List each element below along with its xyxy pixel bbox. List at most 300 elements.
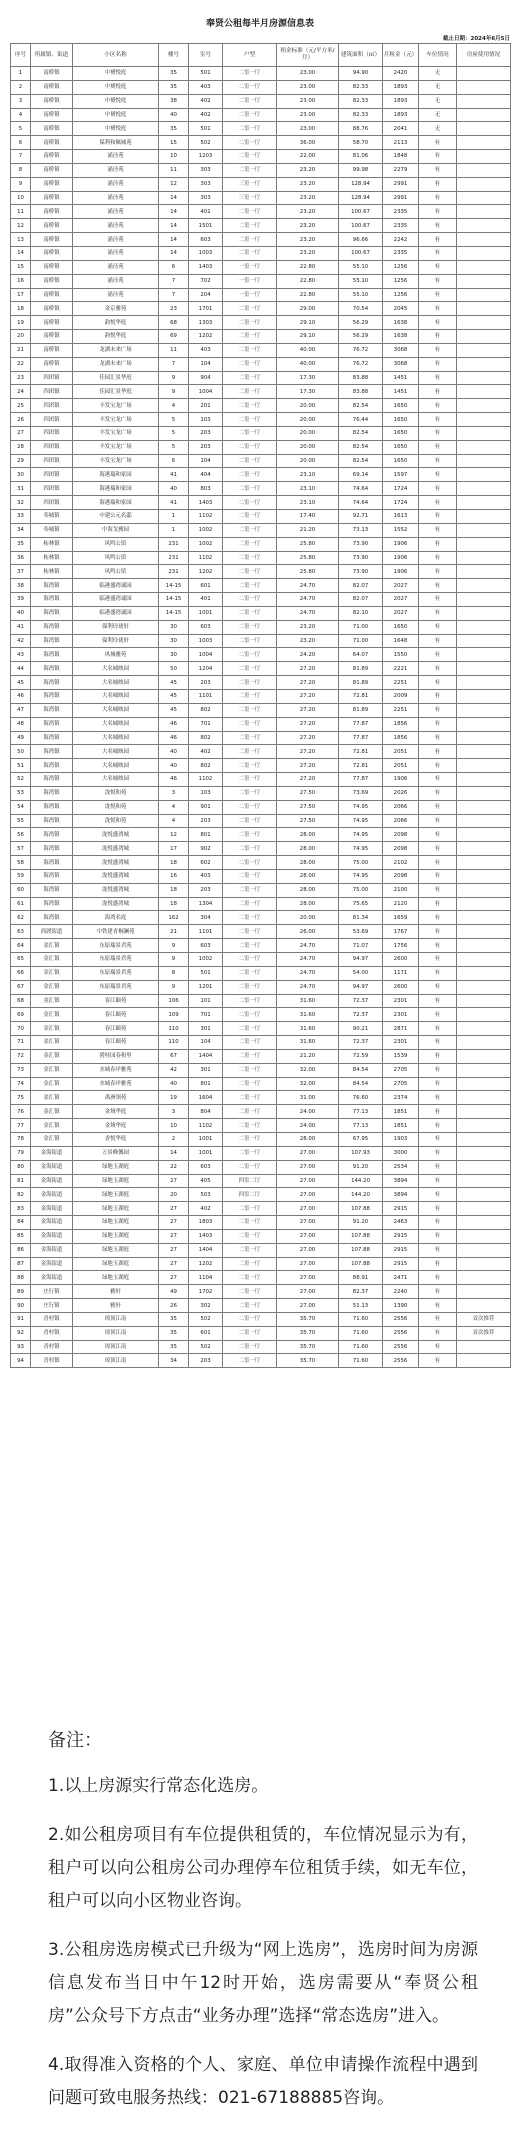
table-cell: 泷悦和苑 <box>73 786 159 800</box>
table-cell: 77.13 <box>339 1105 383 1119</box>
table-cell <box>457 150 511 164</box>
table-cell <box>457 828 511 842</box>
table-cell: 二室一厅 <box>223 994 277 1008</box>
table-cell: 402 <box>189 1202 223 1216</box>
table-cell: 二室一厅 <box>223 108 277 122</box>
table-cell <box>457 136 511 150</box>
table-row <box>11 828 511 842</box>
table-cell: 二室一厅 <box>223 246 277 260</box>
table-cell: 2915 <box>383 1202 419 1216</box>
table-cell: 40 <box>159 108 189 122</box>
table-cell: 1893 <box>383 108 419 122</box>
table-cell <box>457 814 511 828</box>
table-cell <box>457 330 511 344</box>
table-cell: 35.70 <box>277 1340 339 1354</box>
table-cell: 72.81 <box>339 689 383 703</box>
table-cell: 有 <box>419 1340 457 1354</box>
table-cell: 有 <box>419 1326 457 1340</box>
table-cell: 61 <box>11 897 31 911</box>
table-cell: 南桥镇 <box>31 205 73 219</box>
table-cell: 1202 <box>189 565 223 579</box>
table-cell: 74 <box>11 1077 31 1091</box>
table-cell: 20.00 <box>277 426 339 440</box>
table-cell: 柘林镇 <box>31 537 73 551</box>
table-cell: 403 <box>189 80 223 94</box>
table-cell: 12 <box>11 219 31 233</box>
table-cell <box>457 454 511 468</box>
table-cell: 45 <box>159 676 189 690</box>
table-cell <box>457 1340 511 1354</box>
table-cell: 大名城映园 <box>73 731 159 745</box>
table-cell: 32 <box>11 496 31 510</box>
table-cell: 87 <box>11 1257 31 1271</box>
table-cell: 1404 <box>189 1243 223 1257</box>
table-cell: 临港盛湾诚园 <box>73 579 159 593</box>
table-cell: 有 <box>419 939 457 953</box>
table-cell: 二室一厅 <box>223 1119 277 1133</box>
table-cell: 有 <box>419 343 457 357</box>
table-cell: 金汇镇 <box>31 953 73 967</box>
column-header: 月租金（元） <box>383 44 419 67</box>
table-cell: 41 <box>11 620 31 634</box>
table-cell: 101 <box>189 994 223 1008</box>
table-cell: 20 <box>159 1188 189 1202</box>
table-cell: 东原瑞景君苑 <box>73 953 159 967</box>
table-cell: 佳园汇景华庭 <box>73 385 159 399</box>
table-row <box>11 925 511 939</box>
table-cell: 2335 <box>383 205 419 219</box>
table-cell: 14 <box>159 191 189 205</box>
table-cell: 春江颐苑 <box>73 1036 159 1050</box>
table-cell: 二室一厅 <box>223 482 277 496</box>
table-cell: 二室一厅 <box>223 869 277 883</box>
table-cell: 55.10 <box>339 288 383 302</box>
table-cell: 一室一厅 <box>223 260 277 274</box>
table-cell: 76 <box>11 1105 31 1119</box>
table-cell: 1552 <box>383 523 419 537</box>
table-cell: 四团镇 <box>31 496 73 510</box>
table-cell: 南桥镇 <box>31 233 73 247</box>
table-cell: 27 <box>159 1216 189 1230</box>
table-cell: 23.10 <box>277 468 339 482</box>
table-cell: 西渡街道 <box>31 925 73 939</box>
table-row <box>11 897 511 911</box>
table-cell: 85 <box>11 1229 31 1243</box>
table-cell: 21.20 <box>277 1049 339 1063</box>
table-cell: 128.94 <box>339 177 383 191</box>
table-cell: 四团镇 <box>31 468 73 482</box>
table-cell: 23.10 <box>277 482 339 496</box>
table-row <box>11 1312 511 1326</box>
table-cell: 6 <box>159 454 189 468</box>
table-cell: 2242 <box>383 233 419 247</box>
table-cell: 23.00 <box>277 122 339 136</box>
table-cell: 水城春岸雅苑 <box>73 1077 159 1091</box>
table-cell <box>457 1077 511 1091</box>
table-cell: 有 <box>419 288 457 302</box>
table-cell: 82 <box>11 1188 31 1202</box>
table-cell <box>457 1049 511 1063</box>
column-header: 室号 <box>189 44 223 67</box>
table-cell: 青村镇 <box>31 1312 73 1326</box>
table-cell: 庄行镇 <box>31 1285 73 1299</box>
table-cell: 泷悦盛湾城 <box>73 856 159 870</box>
table-row <box>11 343 511 357</box>
table-cell: 24.20 <box>277 648 339 662</box>
table-cell: 27.50 <box>277 786 339 800</box>
table-cell: 有 <box>419 260 457 274</box>
table-cell: 203 <box>189 426 223 440</box>
table-cell <box>457 108 511 122</box>
table-cell: 24.70 <box>277 579 339 593</box>
table-row <box>11 1008 511 1022</box>
table-cell <box>457 1174 511 1188</box>
table-cell: 94.97 <box>339 980 383 994</box>
table-cell <box>457 1119 511 1133</box>
table-cell: 二室一厅 <box>223 773 277 787</box>
table-cell: 27.20 <box>277 759 339 773</box>
table-cell: 有 <box>419 565 457 579</box>
table-cell <box>457 731 511 745</box>
table-row <box>11 385 511 399</box>
table-cell: 3894 <box>383 1174 419 1188</box>
table-cell: 二室一厅 <box>223 302 277 316</box>
table-cell: 14 <box>159 1146 189 1160</box>
table-row <box>11 413 511 427</box>
table-cell <box>457 648 511 662</box>
table-cell: 84.54 <box>339 1063 383 1077</box>
table-cell: 15 <box>159 136 189 150</box>
table-cell <box>457 80 511 94</box>
table-cell: 99.98 <box>339 163 383 177</box>
table-cell: 702 <box>189 274 223 288</box>
table-cell: 46 <box>159 773 189 787</box>
table-cell: 有 <box>419 150 457 164</box>
table-cell: 南桥镇 <box>31 177 73 191</box>
table-cell: 502 <box>189 1312 223 1326</box>
table-cell: 南桥镇 <box>31 260 73 274</box>
table-cell <box>457 620 511 634</box>
table-cell: 金汇镇 <box>31 1091 73 1105</box>
table-cell: 涌泾苑 <box>73 260 159 274</box>
table-cell: 三室一厅 <box>223 191 277 205</box>
table-cell: 30 <box>159 620 189 634</box>
table-cell: 20.00 <box>277 454 339 468</box>
table-cell: 11 <box>11 205 31 219</box>
table-row <box>11 1202 511 1216</box>
table-cell: 75.00 <box>339 856 383 870</box>
table-cell: 1767 <box>383 925 419 939</box>
table-cell: 35.70 <box>277 1354 339 1368</box>
table-cell: 1604 <box>189 1091 223 1105</box>
table-cell: 春江颐苑 <box>73 1022 159 1036</box>
table-cell: 二室一厅 <box>223 648 277 662</box>
table-cell <box>457 856 511 870</box>
table-cell: 107.93 <box>339 1146 383 1160</box>
table-cell: 1102 <box>189 773 223 787</box>
table-cell: 2 <box>11 80 31 94</box>
table-cell <box>457 689 511 703</box>
table-cell: 绿地玉湖庭 <box>73 1160 159 1174</box>
table-cell: 71.00 <box>339 634 383 648</box>
table-cell <box>457 1008 511 1022</box>
table-cell: 77.13 <box>339 1119 383 1133</box>
table-cell: 有 <box>419 911 457 925</box>
table-cell: 38 <box>11 579 31 593</box>
table-cell: 801 <box>189 828 223 842</box>
table-cell: 29.10 <box>277 316 339 330</box>
table-cell: 19 <box>159 1091 189 1105</box>
table-cell: 91.20 <box>339 1216 383 1230</box>
table-cell: 有 <box>419 246 457 260</box>
table-cell: 保利玲珑轩 <box>73 620 159 634</box>
table-row <box>11 454 511 468</box>
table-cell: 106 <box>159 994 189 1008</box>
table-cell: 1638 <box>383 330 419 344</box>
table-cell: 有 <box>419 482 457 496</box>
table-cell: 304 <box>189 911 223 925</box>
table-cell: 73 <box>11 1063 31 1077</box>
table-cell: 83 <box>11 1202 31 1216</box>
table-cell <box>457 122 511 136</box>
table-cell: 海湾镇 <box>31 897 73 911</box>
table-cell: 37 <box>11 565 31 579</box>
table-cell: 23.00 <box>277 94 339 108</box>
table-cell: 有 <box>419 385 457 399</box>
table-cell: 12 <box>159 828 189 842</box>
table-cell: 7 <box>11 150 31 164</box>
table-cell: 有 <box>419 1216 457 1230</box>
table-cell: 二室一厅 <box>223 1312 277 1326</box>
table-cell: 2301 <box>383 1036 419 1050</box>
table-cell: 4 <box>11 108 31 122</box>
table-cell: 76.44 <box>339 413 383 427</box>
table-cell: 46 <box>159 731 189 745</box>
table-cell: 74.95 <box>339 814 383 828</box>
table-cell: 春江颐苑 <box>73 994 159 1008</box>
table-cell: 902 <box>189 842 223 856</box>
table-row <box>11 1188 511 1202</box>
table-row <box>11 814 511 828</box>
table-cell: 海湾镇 <box>31 620 73 634</box>
table-row <box>11 551 511 565</box>
table-cell: 丰发宝龙广场 <box>73 454 159 468</box>
table-cell <box>457 67 511 81</box>
table-cell: 涌泾苑 <box>73 233 159 247</box>
table-cell: 南桥镇 <box>31 246 73 260</box>
table-row <box>11 357 511 371</box>
table-cell: 23.00 <box>277 80 339 94</box>
table-cell: 602 <box>189 856 223 870</box>
table-cell: 2027 <box>383 579 419 593</box>
table-cell: 301 <box>189 1022 223 1036</box>
table-cell <box>457 717 511 731</box>
table-cell: 青村镇 <box>31 1354 73 1368</box>
table-cell: 144.20 <box>339 1174 383 1188</box>
table-cell: 904 <box>189 371 223 385</box>
table-cell: 二室一厅 <box>223 731 277 745</box>
table-cell: 海湾镇 <box>31 842 73 856</box>
table-cell: 28 <box>11 440 31 454</box>
table-row <box>11 620 511 634</box>
table-cell: 28.00 <box>277 828 339 842</box>
deadline-date: 截止日期：2024年6月5日 <box>443 36 510 42</box>
table-cell: 大名城映园 <box>73 703 159 717</box>
table-cell: 2301 <box>383 1008 419 1022</box>
table-cell <box>457 634 511 648</box>
table-cell: 9 <box>159 953 189 967</box>
table-cell: 金汇镇 <box>31 1105 73 1119</box>
table-cell <box>457 1271 511 1285</box>
table-cell: 27.00 <box>277 1229 339 1243</box>
table-cell: 10 <box>11 191 31 205</box>
notes-title: 备注： <box>48 1730 102 1751</box>
table-cell: 金海街道 <box>31 1174 73 1188</box>
table-cell: 27 <box>159 1174 189 1188</box>
table-cell: 海湾镇 <box>31 786 73 800</box>
table-cell: 涌泾苑 <box>73 163 159 177</box>
table-cell: 2066 <box>383 814 419 828</box>
table-cell: 有 <box>419 717 457 731</box>
table-cell <box>457 246 511 260</box>
table-cell: 23.20 <box>277 219 339 233</box>
table-cell: 1256 <box>383 274 419 288</box>
table-cell: 二室一厅 <box>223 385 277 399</box>
table-cell <box>457 191 511 205</box>
table-cell: 二室一厅 <box>223 1091 277 1105</box>
table-cell: 2471 <box>383 1271 419 1285</box>
table-cell: 42 <box>11 634 31 648</box>
table-cell: 23.00 <box>277 67 339 81</box>
column-header: 楼号 <box>159 44 189 67</box>
table-cell: 二室一厅 <box>223 80 277 94</box>
table-cell: 2301 <box>383 994 419 1008</box>
table-cell: 100.67 <box>339 205 383 219</box>
table-cell: 34 <box>159 1354 189 1368</box>
table-cell: 2705 <box>383 1077 419 1091</box>
table-cell: 涌泾苑 <box>73 288 159 302</box>
table-row <box>11 80 511 94</box>
table-cell: 23.20 <box>277 233 339 247</box>
table-cell: 59 <box>11 869 31 883</box>
table-cell: 1856 <box>383 717 419 731</box>
table-row <box>11 468 511 482</box>
table-cell: 有 <box>419 593 457 607</box>
table-cell: 有 <box>419 786 457 800</box>
table-cell: 二室一厅 <box>223 953 277 967</box>
table-cell: 84 <box>11 1216 31 1230</box>
table-row <box>11 191 511 205</box>
table-row <box>11 1063 511 1077</box>
table-cell: 二室一厅 <box>223 856 277 870</box>
table-cell: 二室一厅 <box>223 1146 277 1160</box>
table-cell: 35 <box>159 1326 189 1340</box>
table-row <box>11 94 511 108</box>
table-cell: 1203 <box>189 150 223 164</box>
table-cell: 402 <box>189 108 223 122</box>
column-header: 房屋使用情况 <box>457 44 511 67</box>
table-cell <box>457 579 511 593</box>
table-cell: 二室一厅 <box>223 745 277 759</box>
table-cell: 南桥镇 <box>31 330 73 344</box>
table-cell <box>457 897 511 911</box>
table-cell: 81.89 <box>339 662 383 676</box>
table-cell: 四团镇 <box>31 413 73 427</box>
table-cell: 金汇镇 <box>31 980 73 994</box>
table-cell: 20.00 <box>277 911 339 925</box>
table-cell: 14-15 <box>159 593 189 607</box>
table-cell: 13 <box>11 233 31 247</box>
table-body <box>11 67 511 1368</box>
table-cell: 四团镇 <box>31 371 73 385</box>
table-cell: 36 <box>11 551 31 565</box>
table-cell: 1003 <box>189 246 223 260</box>
table-cell: 金汇镇 <box>31 1132 73 1146</box>
table-cell: 69 <box>159 330 189 344</box>
table-cell: 有 <box>419 1119 457 1133</box>
table-cell: 22 <box>159 1160 189 1174</box>
table-cell: 南桥镇 <box>31 191 73 205</box>
table-cell: 二室一厅 <box>223 343 277 357</box>
table-cell: 2335 <box>383 246 419 260</box>
table-row <box>11 1354 511 1368</box>
table-cell: 南桥镇 <box>31 136 73 150</box>
table-cell: 24.70 <box>277 953 339 967</box>
table-cell: 二室一厅 <box>223 911 277 925</box>
table-row <box>11 786 511 800</box>
table-cell: 26 <box>159 1299 189 1313</box>
table-cell: 绿地玉湖庭 <box>73 1229 159 1243</box>
table-cell: 71.60 <box>339 1312 383 1326</box>
table-cell: 大名城映园 <box>73 759 159 773</box>
table-row <box>11 634 511 648</box>
table-cell: 2098 <box>383 869 419 883</box>
table-cell: 18 <box>11 302 31 316</box>
table-cell: 231 <box>159 551 189 565</box>
table-cell: 23 <box>159 302 189 316</box>
table-cell: 40.00 <box>277 343 339 357</box>
table-cell: 35.70 <box>277 1326 339 1340</box>
table-cell: 28.00 <box>277 1132 339 1146</box>
table-cell: 110 <box>159 1022 189 1036</box>
table-cell <box>457 316 511 330</box>
table-cell: 30 <box>11 468 31 482</box>
table-cell: 86 <box>11 1243 31 1257</box>
table-cell: 有 <box>419 1105 457 1119</box>
table-cell: 804 <box>189 1105 223 1119</box>
table-cell: 二室一厅 <box>223 786 277 800</box>
table-cell: 有 <box>419 1243 457 1257</box>
table-cell: 涌泾苑 <box>73 177 159 191</box>
table-cell: 36.00 <box>277 136 339 150</box>
table-row <box>11 1271 511 1285</box>
table-cell: 有 <box>419 1174 457 1188</box>
table-cell: 2991 <box>383 191 419 205</box>
table-cell: 二室一厅 <box>223 136 277 150</box>
table-row <box>11 717 511 731</box>
table-cell: 二室一厅 <box>223 883 277 897</box>
table-cell: 1648 <box>383 634 419 648</box>
table-cell: 1201 <box>189 980 223 994</box>
table-cell: 二室一厅 <box>223 1299 277 1313</box>
table-cell: 27.00 <box>277 1299 339 1313</box>
table-cell: 有 <box>419 191 457 205</box>
note-2: 2.如公租房项目有车位提供租赁的，车位情况显示为有，租户可以向公租房公司办理停车位租赁手续，如无车位，租户可以向小区物业咨询。 <box>48 1825 478 1911</box>
table-cell: 27 <box>159 1243 189 1257</box>
table-cell: 有 <box>419 856 457 870</box>
table-cell: 中赟悦庭 <box>73 67 159 81</box>
table-cell: 81.89 <box>339 703 383 717</box>
